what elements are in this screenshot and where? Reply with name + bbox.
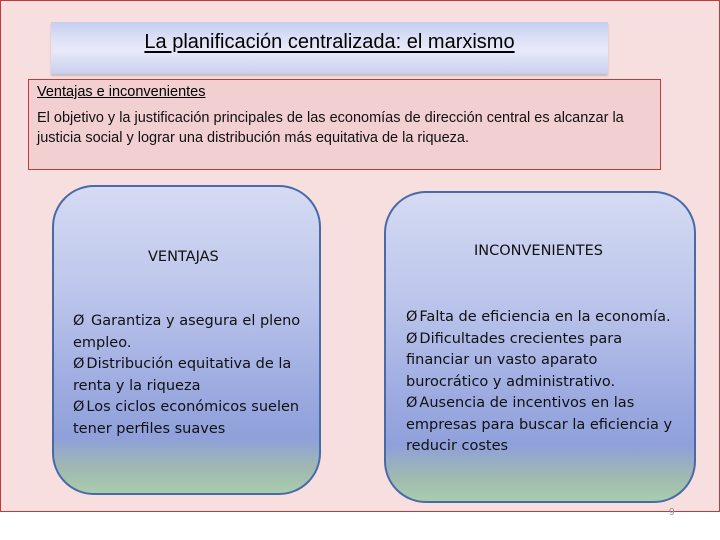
arrow-bullet-icon: Ø <box>406 330 418 347</box>
intro-heading: Ventajas e inconvenientes <box>37 84 206 100</box>
list-item: Ø Distribución equitativa de la renta y la riqueza <box>73 356 292 394</box>
arrow-bullet-icon: Ø <box>406 395 418 411</box>
list-item: Ø Garantiza y asegura el pleno empleo. <box>73 313 301 351</box>
page-number: 9 <box>669 507 675 518</box>
list-item: Ø Los ciclos económicos suelen tener perfiles suaves <box>73 399 300 437</box>
intro-body: El objetivo y la justificación principales de las economías de dirección central es alcanzar la justicia social y lograr una distribución más equitativa de la riqueza. <box>37 110 624 146</box>
intro-box <box>28 79 661 170</box>
ventajas-list <box>73 311 307 440</box>
inconvenientes-heading: INCONVENIENTES <box>474 243 603 259</box>
list-item: Ø Ausencia de incentivos en las empresas para buscar la eficiencia y reducir costes <box>406 395 673 454</box>
arrow-bullet-icon: Ø <box>73 313 85 329</box>
list-item: Ø Falta de eficiencia en la economía. <box>406 309 671 325</box>
inconvenientes-list <box>406 307 682 458</box>
page-title: La planificación centralizada: el marxismo <box>144 31 515 53</box>
arrow-bullet-icon: Ø <box>73 356 85 372</box>
arrow-bullet-icon: Ø <box>73 399 85 415</box>
arrow-bullet-icon: Ø <box>406 309 418 325</box>
ventajas-heading: VENTAJAS <box>148 249 219 265</box>
list-item: Ø Dificultades crecientes para financiar un vasto aparato burocrático y administrativo. <box>406 330 623 390</box>
inconvenientes-panel <box>384 191 696 503</box>
title-banner <box>51 22 608 74</box>
ventajas-panel <box>52 185 321 495</box>
